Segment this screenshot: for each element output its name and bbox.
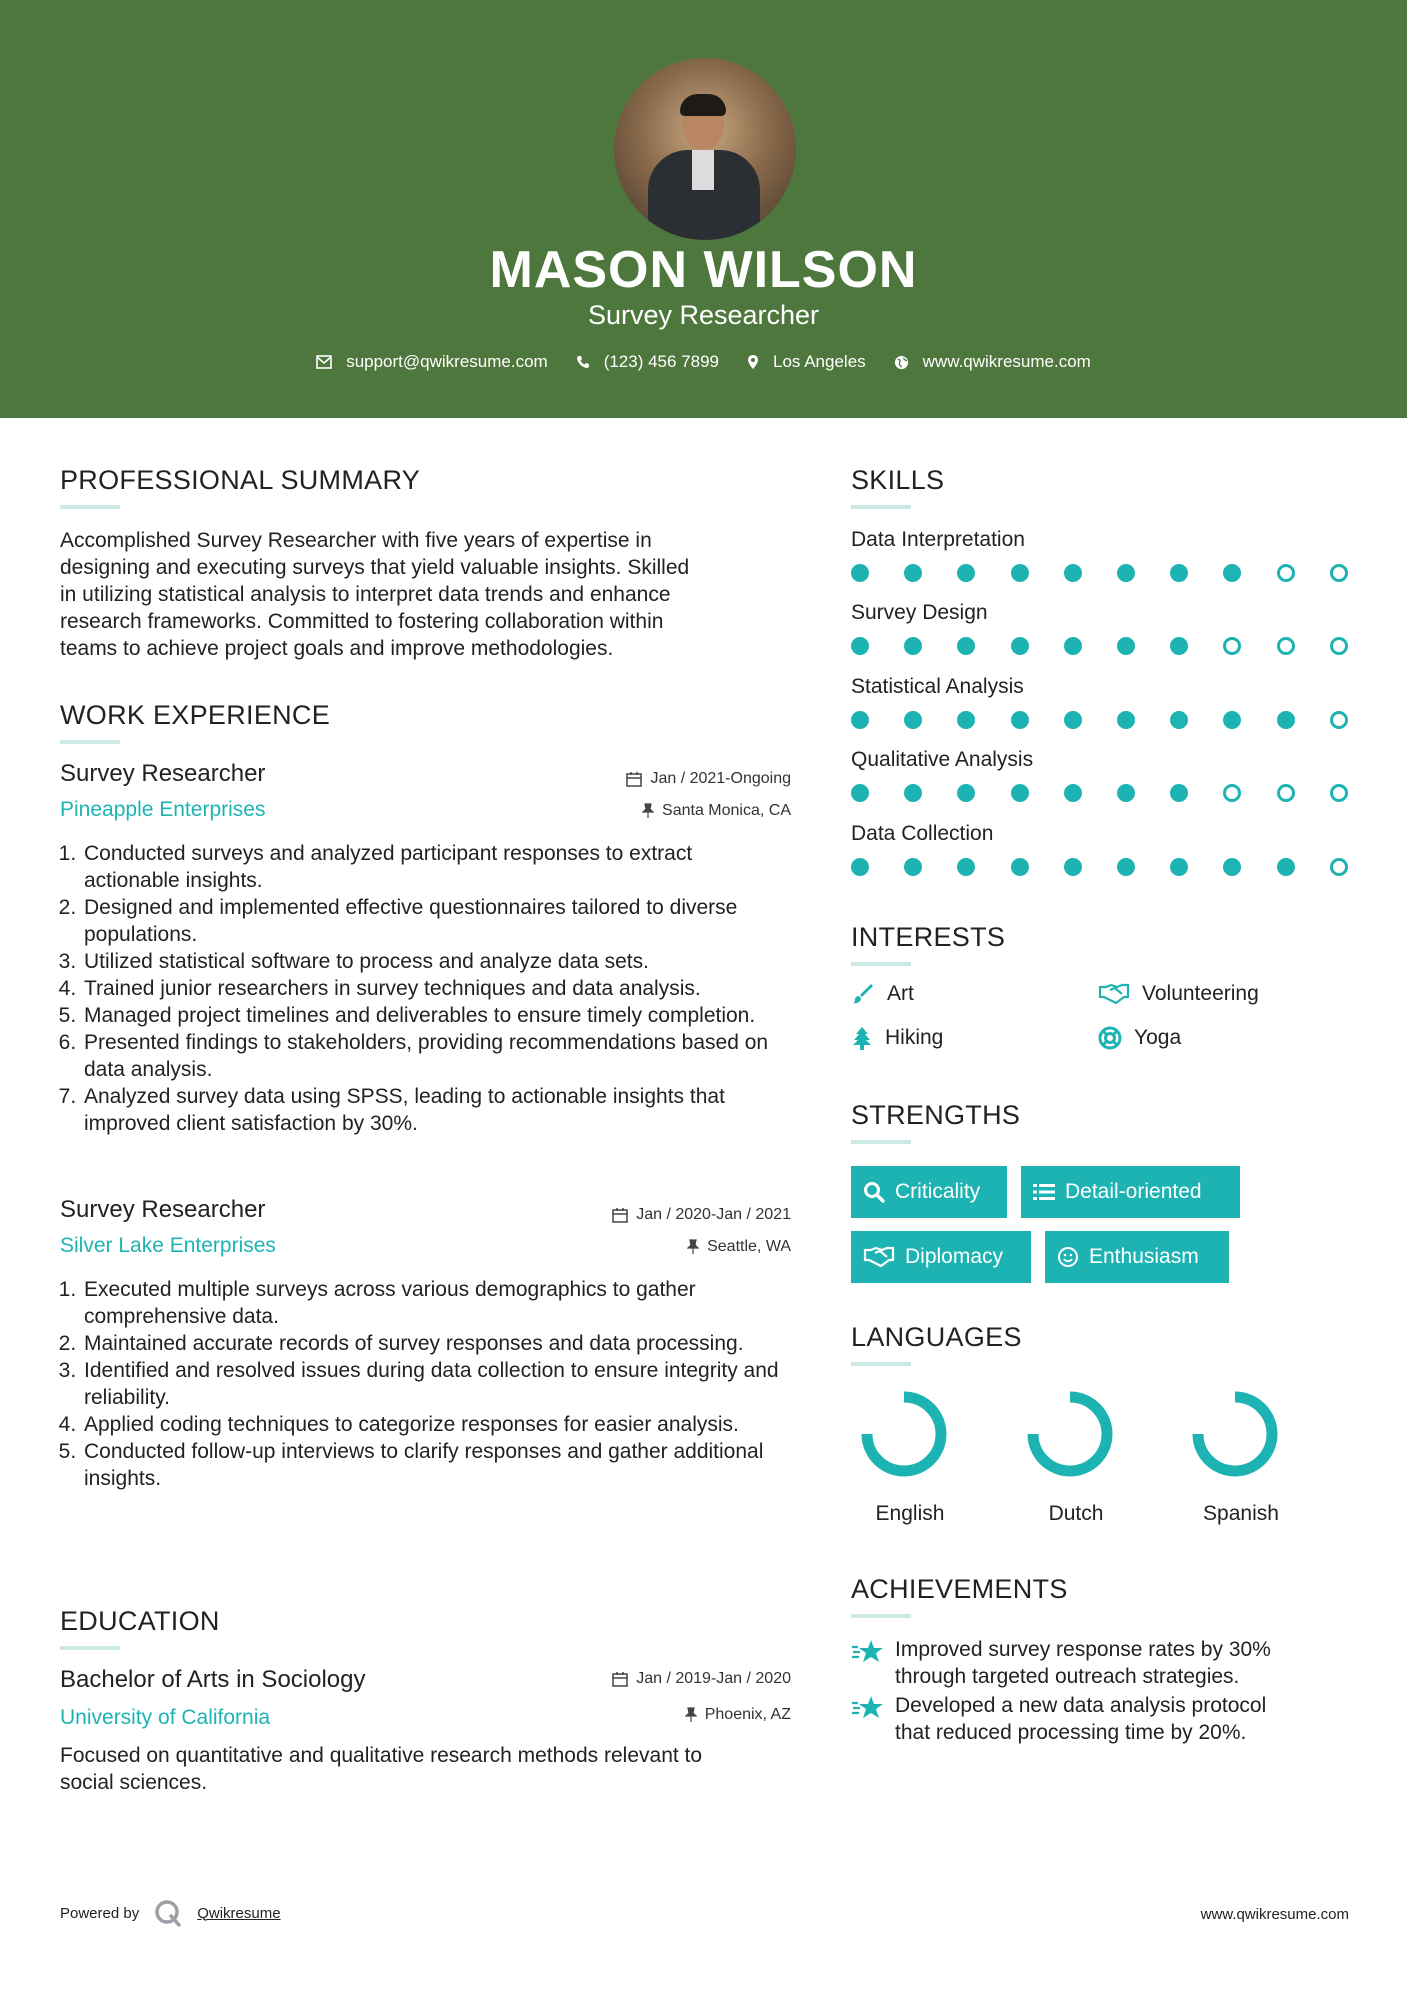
skill-dot-filled (957, 784, 975, 802)
skill-dot-empty (1223, 637, 1241, 655)
interest-label: Art (887, 982, 914, 1005)
globe-icon (894, 355, 909, 370)
skill-dot-filled (957, 637, 975, 655)
degree-title: Bachelor of Arts in Sociology (60, 1666, 366, 1693)
search-icon (863, 1181, 885, 1203)
calendar-icon (612, 1207, 628, 1223)
language-name: Spanish (1203, 1502, 1279, 1525)
skill-dot-filled (1011, 711, 1029, 729)
school-name: University of California (60, 1706, 271, 1729)
contact-email[interactable] (316, 352, 548, 372)
skill-dot-filled (1117, 784, 1135, 802)
resume-header (0, 0, 1407, 418)
skill-dot-filled (1277, 858, 1295, 876)
skill-dot-filled (1117, 564, 1135, 582)
skills-heading: SKILLS (851, 465, 945, 495)
job-bullet: 7. Analyzed survey data using SPSS, leading to actionable insights that improved client satisfaction by 30%. (82, 1083, 792, 1137)
skill-name: Survey Design (851, 601, 988, 624)
job-location-text: Seattle, WA (707, 1238, 791, 1255)
skill-rating (851, 858, 1383, 876)
job-bullet: 4. Applied coding techniques to categorize responses for easier analysis. (82, 1411, 792, 1438)
skill-dot-filled (1117, 637, 1135, 655)
pushpin-icon (685, 1707, 697, 1723)
contact-location (747, 352, 866, 372)
skill-name: Data Collection (851, 822, 994, 845)
skill-dot-filled (957, 711, 975, 729)
skill-dot-empty (1330, 858, 1348, 876)
strength-label: Criticality (895, 1180, 981, 1203)
job-location-text: Santa Monica, CA (662, 802, 791, 819)
skill-dot-filled (1011, 564, 1029, 582)
paintbrush-icon (851, 982, 875, 1006)
interest-item (851, 982, 914, 1006)
strength-chip (851, 1166, 1007, 1218)
education-underline (60, 1646, 120, 1650)
job-title: Survey Researcher (60, 760, 266, 787)
languages-heading: LANGUAGES (851, 1322, 1022, 1352)
candidate-name: MASON WILSON (489, 241, 918, 299)
skill-name: Statistical Analysis (851, 675, 1024, 698)
skill-dot-filled (851, 637, 869, 655)
summary-line: teams to achieve project goals and improve methodologies. (60, 637, 614, 660)
list-icon (1033, 1183, 1055, 1201)
skill-rating (851, 711, 1383, 729)
skill-dot-filled (1170, 858, 1188, 876)
job-bullet: 4. Trained junior researchers in survey techniques and data analysis. (82, 975, 792, 1002)
skill-dot-empty (1277, 784, 1295, 802)
phone-icon (576, 355, 590, 369)
skill-dot-filled (904, 637, 922, 655)
interest-label: Hiking (885, 1026, 944, 1049)
skill-dot-filled (1011, 637, 1029, 655)
skill-rating (851, 564, 1383, 582)
skill-dot-filled (904, 711, 922, 729)
skill-dot-filled (1117, 858, 1135, 876)
strength-chip (851, 1231, 1031, 1283)
pushpin-icon (642, 803, 654, 819)
candidate-title: Survey Researcher (587, 300, 820, 330)
summary-underline (60, 505, 120, 509)
achievement-text (895, 1636, 1271, 1690)
job-location (480, 1238, 791, 1256)
education-location-text: Phoenix, AZ (704, 1706, 791, 1723)
calendar-icon (612, 1671, 628, 1687)
strength-label: Detail-oriented (1065, 1180, 1202, 1203)
skill-dot-filled (1277, 711, 1295, 729)
summary-heading: PROFESSIONAL SUMMARY (60, 465, 421, 495)
interests-heading: INTERESTS (851, 922, 1006, 952)
achievement-text (895, 1692, 1266, 1746)
strength-chip (1045, 1231, 1229, 1283)
job-bullet: 2. Designed and implemented effective questionnaires tailored to diverse populations. (82, 894, 792, 948)
skill-rating (851, 637, 1383, 655)
job-dates (480, 770, 791, 788)
experience-underline (60, 740, 120, 744)
skill-dot-filled (1170, 784, 1188, 802)
skill-name: Qualitative Analysis (851, 748, 1034, 771)
smile-icon (1057, 1246, 1079, 1268)
skill-rating (851, 784, 1383, 802)
calendar-icon (626, 771, 642, 787)
skill-dot-filled (1064, 637, 1082, 655)
strength-label: Diplomacy (905, 1245, 1004, 1268)
skill-dot-filled (1064, 784, 1082, 802)
skill-dot-filled (1170, 711, 1188, 729)
qwikresume-link[interactable]: Qwikresume (197, 1904, 281, 1922)
interest-label: Yoga (1134, 1026, 1182, 1049)
job-bullet: 3. Utilized statistical software to process and analyze data sets. (82, 948, 792, 975)
strength-chip (1021, 1166, 1240, 1218)
lifebuoy-icon (1098, 1026, 1122, 1050)
powered-by-label: Powered by (60, 1904, 140, 1922)
education-dates (480, 1670, 791, 1688)
skill-dot-filled (851, 784, 869, 802)
job-bullet: 3. Identified and resolved issues during data collection to ensure integrity and reliability. (82, 1357, 792, 1411)
education-line: social sciences. (60, 1771, 208, 1794)
job-bullet: 1. Conducted surveys and analyzed participant responses to extract actionable insights. (82, 840, 792, 894)
language-gauge (1010, 1384, 1130, 1484)
skill-dot-filled (1170, 564, 1188, 582)
interest-label: Volunteering (1142, 982, 1259, 1005)
skill-dot-filled (904, 858, 922, 876)
education-heading: EDUCATION (60, 1606, 220, 1636)
award-star-icon (851, 1694, 885, 1722)
education-location (480, 1706, 791, 1724)
envelope-icon (316, 355, 332, 369)
skill-dot-empty (1330, 637, 1348, 655)
summary-line: Accomplished Survey Researcher with five years of expertise in (60, 529, 652, 552)
skill-dot-filled (1064, 564, 1082, 582)
skill-dot-filled (851, 858, 869, 876)
job-bullet: 6. Presented findings to stakeholders, providing recommendations based on data analysis. (82, 1029, 792, 1083)
skill-dot-filled (904, 564, 922, 582)
job-bullet: 5. Conducted follow-up interviews to clarify responses and gather additional insights. (82, 1438, 792, 1492)
experience-heading: WORK EXPERIENCE (60, 700, 331, 730)
contact-website-text: www.qwikresume.com (922, 352, 1091, 371)
language-gauge (1175, 1384, 1295, 1484)
skill-dot-filled (1223, 858, 1241, 876)
interest-item (1098, 1026, 1181, 1050)
skill-dot-filled (957, 858, 975, 876)
job-title: Survey Researcher (60, 1196, 266, 1223)
award-star-icon (851, 1638, 885, 1666)
contact-bar (0, 352, 1407, 372)
skill-dot-filled (1223, 711, 1241, 729)
skill-dot-filled (1170, 637, 1188, 655)
skill-dot-empty (1330, 784, 1348, 802)
achievement-line: Developed a new data analysis protocol (895, 1694, 1267, 1717)
summary-line: in utilizing statistical analysis to interpret data trends and enhance (60, 583, 671, 606)
education-dates-text: Jan / 2019-Jan / 2020 (636, 1670, 791, 1687)
contact-location-text: Los Angeles (773, 352, 866, 371)
job-company: Silver Lake Enterprises (60, 1234, 276, 1257)
language-name: English (875, 1502, 945, 1525)
job-dates (480, 1206, 791, 1224)
education-description (60, 1742, 800, 1796)
interests-underline (851, 962, 911, 966)
contact-email-text: support@qwikresume.com (346, 352, 548, 371)
skill-dot-filled (1064, 711, 1082, 729)
tree-icon (851, 1026, 873, 1050)
skill-dot-filled (1011, 858, 1029, 876)
job-company: Pineapple Enterprises (60, 798, 266, 821)
skill-dot-empty (1277, 564, 1295, 582)
pushpin-icon (687, 1239, 699, 1255)
education-line: Focused on quantitative and qualitative research methods relevant to (60, 1744, 703, 1767)
job-dates-text: Jan / 2021-Ongoing (650, 770, 791, 787)
achievement-line: Improved survey response rates by 30% (895, 1638, 1271, 1661)
interest-item (851, 1026, 943, 1050)
contact-website[interactable] (894, 352, 1091, 372)
skill-dot-empty (1277, 637, 1295, 655)
job-location (480, 802, 791, 820)
skill-dot-filled (904, 784, 922, 802)
achievement-line: through targeted outreach strategies. (895, 1665, 1240, 1688)
strengths-underline (851, 1140, 911, 1144)
skill-name: Data Interpretation (851, 528, 1025, 551)
handshake-icon (1098, 983, 1130, 1005)
strengths-heading: STRENGTHS (851, 1100, 1021, 1130)
interest-item (1098, 982, 1259, 1006)
contact-phone-text: (123) 456 7899 (603, 352, 720, 371)
achievements-heading: ACHIEVEMENTS (851, 1574, 1068, 1604)
job-bullets (52, 840, 792, 1137)
footer-website[interactable]: www.qwikresume.com (1200, 1906, 1349, 1923)
job-bullet: 5. Managed project timelines and deliverables to ensure timely completion. (82, 1002, 792, 1029)
skill-dot-filled (851, 711, 869, 729)
achievement-item (851, 1692, 1351, 1746)
achievement-item (851, 1636, 1351, 1690)
languages-underline (851, 1362, 911, 1366)
skill-dot-filled (1223, 564, 1241, 582)
job-bullet: 2. Maintained accurate records of survey responses and data processing. (82, 1330, 792, 1357)
skill-dot-empty (1330, 564, 1348, 582)
map-pin-icon (747, 354, 759, 370)
job-dates-text: Jan / 2020-Jan / 2021 (636, 1206, 791, 1223)
achievement-line: that reduced processing time by 20%. (895, 1721, 1247, 1744)
summary-text (60, 527, 800, 662)
language-gauge (844, 1384, 964, 1484)
handshake-icon (863, 1246, 895, 1268)
skill-dot-filled (957, 564, 975, 582)
skill-dot-filled (1064, 858, 1082, 876)
job-bullet: 1. Executed multiple surveys across various demographics to gather comprehensive data. (82, 1276, 792, 1330)
skills-underline (851, 505, 911, 509)
skill-dot-filled (851, 564, 869, 582)
skill-dot-filled (1117, 711, 1135, 729)
qwikresume-logo-icon (153, 1898, 183, 1928)
footer-powered-by (60, 1898, 281, 1928)
summary-line: research frameworks. Committed to fostering collaboration within (60, 610, 664, 633)
summary-line: designing and executing surveys that yield valuable insights. Skilled (60, 556, 690, 579)
skill-dot-empty (1330, 711, 1348, 729)
profile-photo (614, 58, 796, 240)
achievements-underline (851, 1614, 911, 1618)
contact-phone[interactable] (576, 352, 719, 372)
strength-label: Enthusiasm (1089, 1245, 1199, 1268)
skill-dot-empty (1223, 784, 1241, 802)
language-name: Dutch (1048, 1502, 1104, 1525)
job-bullets (52, 1276, 792, 1492)
skill-dot-filled (1011, 784, 1029, 802)
